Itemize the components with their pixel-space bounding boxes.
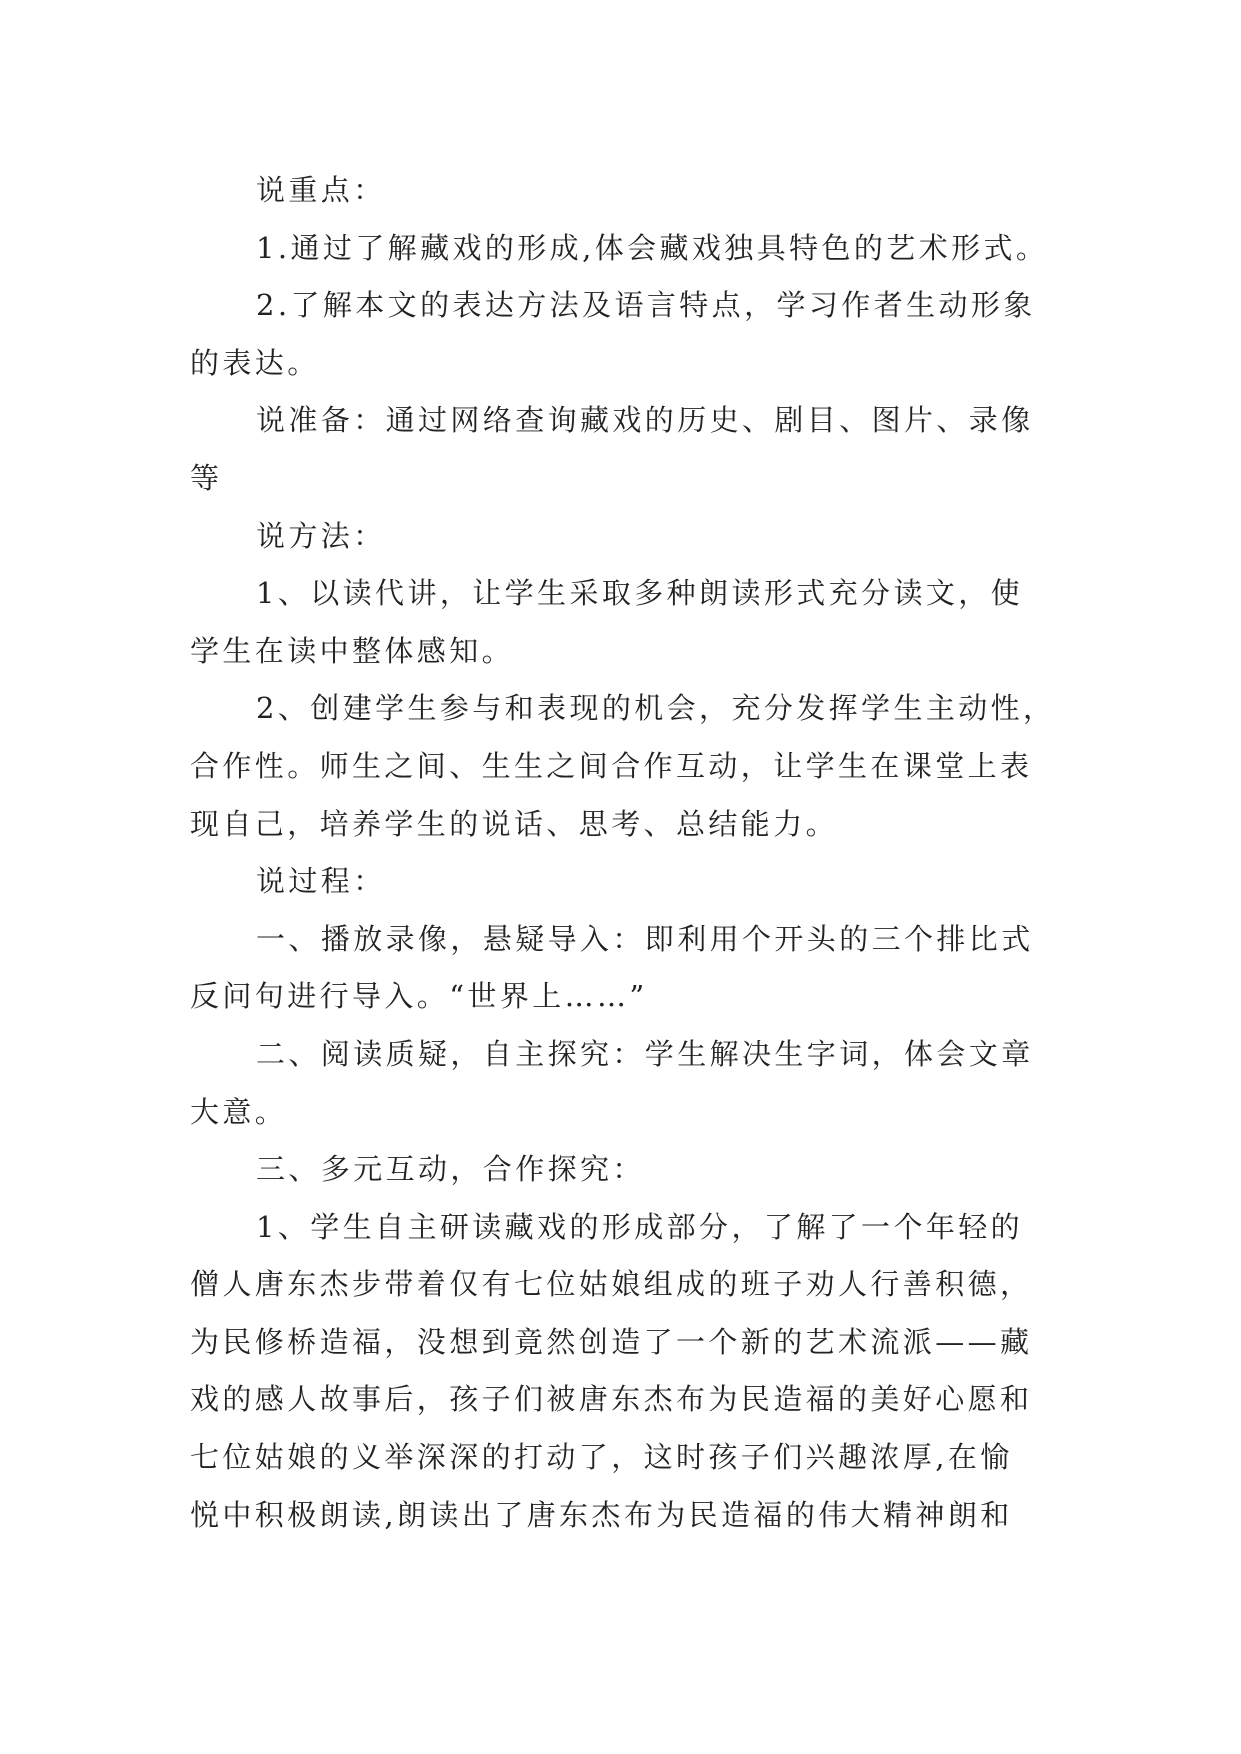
paragraph-line: 现自己，培养学生的说话、思考、总结能力。 (190, 806, 839, 841)
paragraph (190, 1141, 1090, 1199)
paragraph-line: 1、学生自主研读藏戏的形成部分，了解了一个年轻的 (256, 1209, 1024, 1244)
paragraph-line: 二、阅读质疑，自主探究：学生解决生字词，体会文章 (256, 1036, 1034, 1071)
paragraph (190, 1199, 1090, 1545)
paragraph-line: 说过程： (256, 864, 386, 899)
paragraph (190, 680, 1090, 853)
paragraph-line: 的表达。 (190, 345, 320, 380)
document-body (190, 162, 1090, 1544)
paragraph (190, 1026, 1090, 1141)
paragraph-line: 2.了解本文的表达方法及语言特点，学习作者生动形象 (256, 288, 1036, 323)
paragraph-line: 一、播放录像，悬疑导入：即利用个开头的三个排比式 (256, 921, 1034, 956)
paragraph (190, 392, 1090, 507)
paragraph-line: 反问句进行导入。“世界上……” (190, 979, 648, 1014)
paragraph (190, 911, 1090, 1026)
paragraph-line: 说重点： (256, 173, 386, 207)
paragraph-line: 说方法： (256, 518, 386, 553)
paragraph-line: 七位姑娘的义举深深的打动了，这时孩子们兴趣浓厚,在愉 (190, 1440, 1013, 1475)
paragraph-line: 1.通过了解藏戏的形成,体会藏戏独具特色的艺术形式。 (256, 230, 1049, 265)
paragraph-line: 悦中积极朗读,朗读出了唐东杰布为民造福的伟大精神朗和 (190, 1497, 1013, 1532)
paragraph (190, 853, 1090, 911)
paragraph-line: 1、以读代讲，让学生采取多种朗读形式充分读文，使 (256, 576, 1024, 611)
paragraph-line: 僧人唐东杰步带着仅有七位姑娘组成的班子劝人行善积德， (190, 1267, 1033, 1302)
paragraph-line: 等 (190, 460, 223, 495)
paragraph (190, 508, 1090, 566)
paragraph-line: 三、多元互动，合作探究： (256, 1152, 645, 1187)
paragraph-line: 2、创建学生参与和表现的机会，充分发挥学生主动性， (256, 691, 1056, 726)
paragraph-line: 为民修桥造福，没想到竟然创造了一个新的艺术流派——藏 (190, 1324, 1033, 1359)
paragraph (190, 565, 1090, 680)
paragraph-line: 戏的感人故事后，孩子们被唐东杰布为民造福的美好心愿和 (190, 1382, 1033, 1417)
paragraph-line: 大意。 (190, 1094, 288, 1129)
paragraph-line: 学生在读中整体感知。 (190, 633, 515, 668)
paragraph (190, 277, 1090, 392)
paragraph (190, 220, 1090, 278)
paragraph-line: 说准备：通过网络查询藏戏的历史、剧目、图片、录像 (256, 403, 1034, 438)
paragraph-line: 合作性。师生之间、生生之间合作互动，让学生在课堂上表 (190, 748, 1033, 783)
paragraph (190, 162, 1090, 220)
